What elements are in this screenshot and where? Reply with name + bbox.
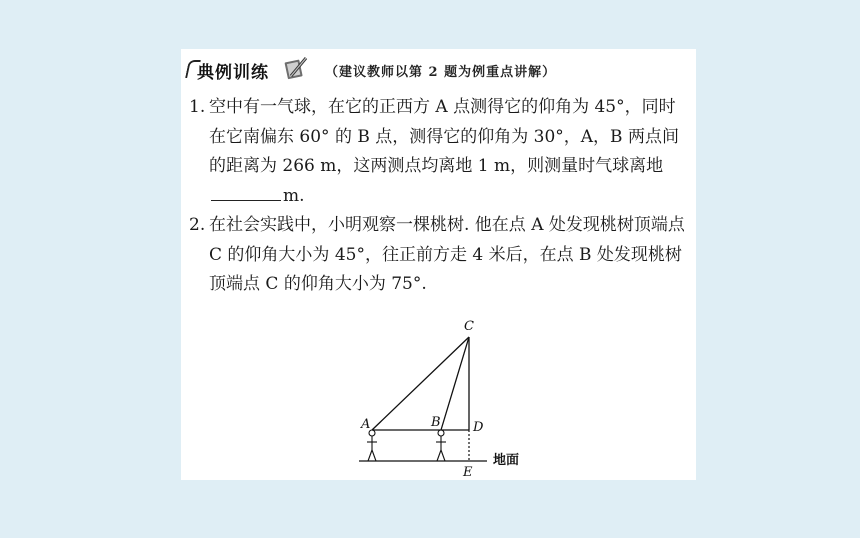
geometry-diagram xyxy=(351,311,541,479)
problem-list xyxy=(189,93,689,300)
answer-blank xyxy=(211,182,281,201)
label-b: B xyxy=(431,415,441,430)
person-a-icon xyxy=(367,430,377,461)
section-header xyxy=(187,58,687,82)
section-title: 典例训练 xyxy=(197,63,269,83)
ground-label: 地面 xyxy=(493,453,520,468)
label-a: A xyxy=(361,417,371,432)
problem-1 xyxy=(189,93,689,211)
teacher-note: （建议教师以第 2 题为例重点讲解） xyxy=(325,65,557,80)
exercise-card xyxy=(181,49,696,480)
label-e: E xyxy=(463,465,473,479)
problem-text-unit: m. xyxy=(283,185,305,206)
problem-number: 1. xyxy=(189,97,206,117)
problem-text: 空中有一气球，在它的正西方 A 点测得它的仰角为 45°，同时在它南偏东 60° 的 B 点，测得它的仰角为 30°，A，B 两点间的距离为 266 m，这两测点均离地 1 m，则测量时气球离地 xyxy=(209,97,679,176)
problem-text: 在社会实践中，小明观察一棵桃树. 他在点 A 处发现桃树顶端点 C 的仰角大小为 45°，往正前方走 4 米后，在点 B 处发现桃树顶端点 C 的仰角大小为 75°. xyxy=(209,215,685,294)
pencil-notebook-icon xyxy=(283,56,309,80)
problem-2 xyxy=(189,211,689,300)
person-b-icon xyxy=(436,430,446,461)
label-c: C xyxy=(464,319,474,334)
problem-number: 2. xyxy=(189,215,206,235)
label-d: D xyxy=(473,420,484,435)
